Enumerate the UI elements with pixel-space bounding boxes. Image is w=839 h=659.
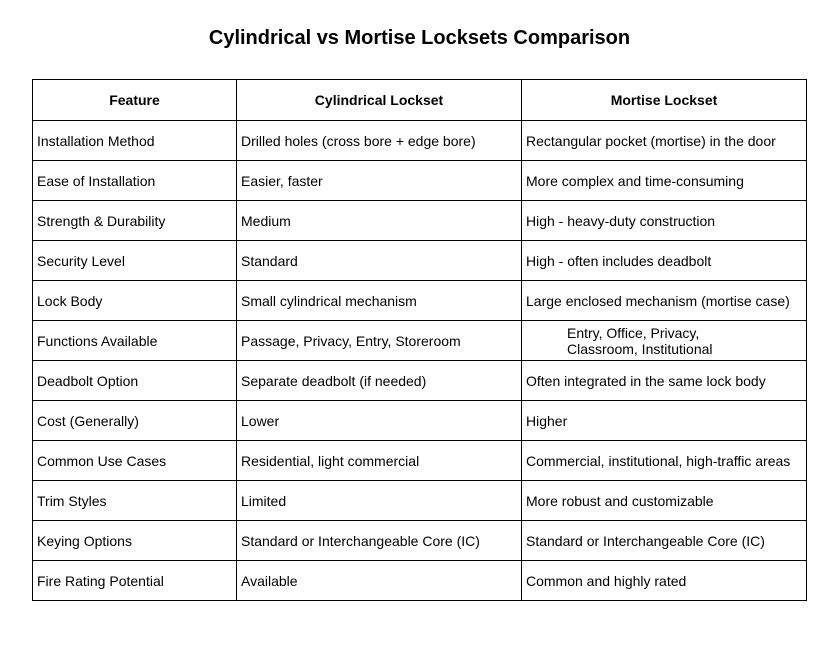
mortise-cell: Common and highly rated [522, 561, 807, 601]
cylindrical-cell: Standard or Interchangeable Core (IC) [237, 521, 522, 561]
column-header-cylindrical: Cylindrical Lockset [237, 80, 522, 121]
table-row [33, 481, 807, 521]
mortise-cell: Entry, Office, Privacy, Classroom, Institutional [522, 321, 807, 361]
cylindrical-cell: Standard [237, 241, 522, 281]
mortise-cell: Commercial, institutional, high-traffic areas [522, 441, 807, 481]
comparison-table [32, 79, 807, 601]
table-row [33, 121, 807, 161]
page-title: Cylindrical vs Mortise Locksets Comparison [208, 27, 631, 49]
table-row [33, 521, 807, 561]
feature-cell: Ease of Installation [33, 161, 237, 201]
table-row [33, 321, 807, 361]
mortise-cell: Standard or Interchangeable Core (IC) [522, 521, 807, 561]
cylindrical-cell: Drilled holes (cross bore + edge bore) [237, 121, 522, 161]
cylindrical-cell: Available [237, 561, 522, 601]
feature-cell: Common Use Cases [33, 441, 237, 481]
feature-cell: Trim Styles [33, 481, 237, 521]
mortise-cell: More complex and time-consuming [522, 161, 807, 201]
feature-cell: Deadbolt Option [33, 361, 237, 401]
mortise-cell: Rectangular pocket (mortise) in the door [522, 121, 807, 161]
mortise-cell: More robust and customizable [522, 481, 807, 521]
table-row [33, 241, 807, 281]
feature-cell: Lock Body [33, 281, 237, 321]
cylindrical-cell: Passage, Privacy, Entry, Storeroom [237, 321, 522, 361]
feature-cell: Fire Rating Potential [33, 561, 237, 601]
column-header-mortise: Mortise Lockset [522, 80, 807, 121]
table-row [33, 161, 807, 201]
feature-cell: Strength & Durability [33, 201, 237, 241]
mortise-cell: Higher [522, 401, 807, 441]
mortise-cell: Often integrated in the same lock body [522, 361, 807, 401]
cylindrical-cell: Small cylindrical mechanism [237, 281, 522, 321]
table-row [33, 401, 807, 441]
feature-cell: Installation Method [33, 121, 237, 161]
feature-cell: Cost (Generally) [33, 401, 237, 441]
cylindrical-cell: Easier, faster [237, 161, 522, 201]
column-header-feature: Feature [33, 80, 237, 121]
feature-cell: Keying Options [33, 521, 237, 561]
table-row [33, 361, 807, 401]
cylindrical-cell: Lower [237, 401, 522, 441]
table-header-row [33, 80, 807, 121]
table-row [33, 201, 807, 241]
table-row [33, 441, 807, 481]
cylindrical-cell: Medium [237, 201, 522, 241]
cylindrical-cell: Limited [237, 481, 522, 521]
feature-cell: Security Level [33, 241, 237, 281]
table-row [33, 561, 807, 601]
table-row [33, 281, 807, 321]
cylindrical-cell: Residential, light commercial [237, 441, 522, 481]
mortise-cell: High - heavy-duty construction [522, 201, 807, 241]
cylindrical-cell: Separate deadbolt (if needed) [237, 361, 522, 401]
feature-cell: Functions Available [33, 321, 237, 361]
mortise-cell: Large enclosed mechanism (mortise case) [522, 281, 807, 321]
mortise-cell: High - often includes deadbolt [522, 241, 807, 281]
